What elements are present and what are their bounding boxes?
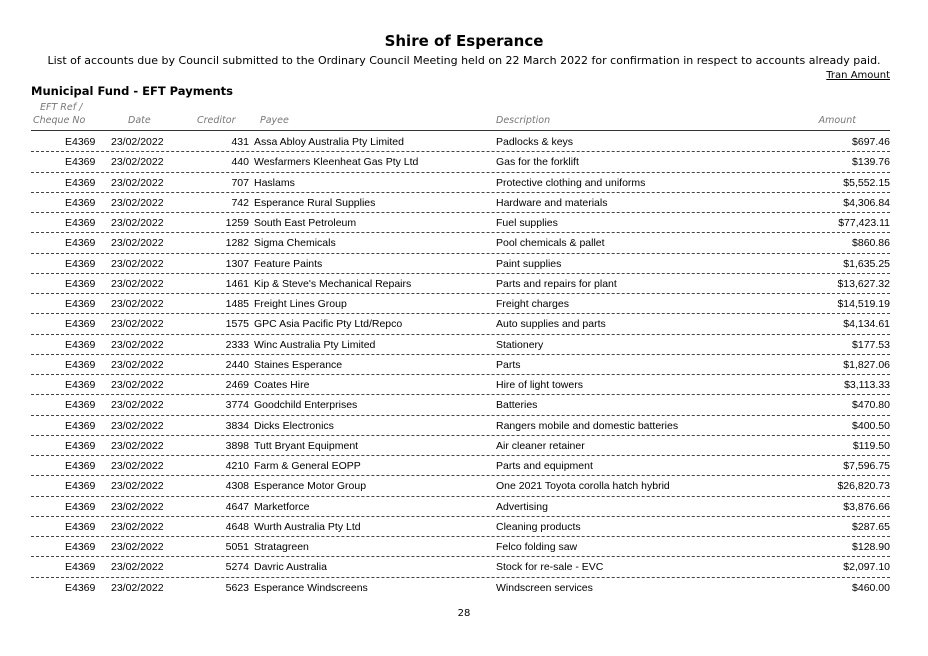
col-header-creditor: Creditor — [197, 115, 236, 126]
header-divider — [31, 130, 890, 131]
tran-amount-label: Tran Amount — [826, 70, 890, 81]
cell-eft-ref: E4369 — [65, 338, 96, 351]
cell-eft-ref: E4369 — [65, 460, 96, 472]
cell-amount: $119.50 — [852, 439, 890, 452]
cell-eft-ref: E4369 — [65, 136, 96, 148]
cell-amount: $697.46 — [852, 136, 890, 148]
cell-creditor: 440 — [231, 156, 249, 169]
cell-eft-ref: E4369 — [65, 399, 96, 412]
cell-eft-ref: E4369 — [65, 480, 96, 493]
page-title: Shire of Esperance — [384, 32, 544, 50]
cell-date: 23/02/2022 — [111, 541, 164, 553]
cell-date: 23/02/2022 — [111, 419, 164, 432]
cell-payee: Wesfarmers Kleenheat Gas Pty Ltd — [254, 156, 419, 169]
cell-creditor: 1259 — [225, 217, 249, 229]
cell-description: One 2021 Toyota corolla hatch hybrid — [496, 480, 670, 493]
table-row — [31, 436, 890, 456]
cell-description: Gas for the forklift — [496, 156, 579, 169]
cell-amount: $460.00 — [852, 581, 890, 594]
table-row — [31, 335, 890, 355]
cell-date: 23/02/2022 — [111, 196, 164, 209]
cell-eft-ref: E4369 — [65, 257, 96, 270]
cell-date: 23/02/2022 — [111, 379, 164, 391]
cell-description: Pool chemicals & pallet — [496, 237, 605, 250]
col-header-payee: Payee — [260, 115, 289, 126]
table-row — [31, 173, 890, 193]
cell-amount: $3,876.66 — [843, 500, 890, 513]
cell-creditor: 4210 — [225, 460, 249, 472]
cell-creditor: 5051 — [225, 541, 249, 553]
report-subtitle: List of accounts due by Council submitted to the Ordinary Council Meeting held on 22 March 2022 for confirmation in respect to accounts already paid. — [47, 54, 881, 67]
cell-date: 23/02/2022 — [111, 338, 164, 351]
table-row — [31, 557, 890, 577]
cell-creditor: 3898 — [225, 439, 249, 452]
cell-description: Stationery — [496, 338, 544, 351]
cell-creditor: 3774 — [225, 399, 249, 412]
cell-payee: Dicks Electronics — [254, 419, 334, 432]
cell-payee: South East Petroleum — [254, 217, 357, 229]
table-row — [31, 537, 890, 557]
cell-amount: $128.90 — [852, 541, 890, 553]
col-header-amount: Amount — [818, 115, 856, 126]
cell-payee: GPC Asia Pacific Pty Ltd/Repco — [254, 318, 403, 331]
cell-amount: $4,306.84 — [843, 196, 890, 209]
cell-amount: $1,635.25 — [843, 257, 890, 270]
table-row — [31, 294, 890, 314]
table-row — [31, 355, 890, 375]
cell-eft-ref: E4369 — [65, 217, 96, 229]
table-row — [31, 375, 890, 395]
cell-date: 23/02/2022 — [111, 500, 164, 513]
table-row — [31, 395, 890, 415]
table-row — [31, 456, 890, 476]
cell-payee: Freight Lines Group — [254, 298, 347, 310]
table-row — [31, 254, 890, 274]
cell-date: 23/02/2022 — [111, 298, 164, 310]
cell-amount: $1,827.06 — [843, 358, 890, 371]
cell-eft-ref: E4369 — [65, 277, 96, 290]
cell-description: Stock for re-sale - EVC — [496, 561, 604, 574]
cell-payee: Esperance Rural Supplies — [254, 196, 376, 209]
cell-amount: $26,820.73 — [837, 480, 890, 493]
table-row — [31, 274, 890, 294]
cell-eft-ref: E4369 — [65, 237, 96, 250]
cell-creditor: 2440 — [225, 358, 249, 371]
cell-eft-ref: E4369 — [65, 581, 96, 594]
cell-payee: Sigma Chemicals — [254, 237, 336, 250]
cell-creditor: 4308 — [225, 480, 249, 493]
table-row — [31, 213, 890, 233]
cell-description: Felco folding saw — [496, 541, 578, 553]
cell-eft-ref: E4369 — [65, 379, 96, 391]
table-row — [31, 578, 890, 598]
table-row — [31, 476, 890, 496]
cell-payee: Coates Hire — [254, 379, 310, 391]
fund-heading: Municipal Fund - EFT Payments — [31, 84, 234, 98]
col-header-description: Description — [496, 115, 551, 126]
cell-payee: Feature Paints — [254, 257, 323, 270]
cell-creditor: 5623 — [225, 581, 249, 594]
cell-date: 23/02/2022 — [111, 277, 164, 290]
cell-payee: Marketforce — [254, 500, 310, 513]
table-row — [31, 152, 890, 172]
cell-description: Paint supplies — [496, 257, 562, 270]
cell-description: Cleaning products — [496, 520, 581, 533]
cell-payee: Davric Australia — [254, 561, 327, 574]
cell-creditor: 431 — [231, 136, 249, 148]
cell-amount: $14,519.19 — [837, 298, 890, 310]
cell-creditor: 5274 — [225, 561, 249, 574]
cell-amount: $2,097.10 — [843, 561, 890, 574]
cell-amount: $4,134.61 — [843, 318, 890, 331]
cell-creditor: 2333 — [225, 338, 249, 351]
cell-date: 23/02/2022 — [111, 318, 164, 331]
cell-amount: $13,627.32 — [837, 277, 890, 290]
cell-creditor: 1282 — [225, 237, 249, 250]
table-row — [31, 233, 890, 253]
cell-eft-ref: E4369 — [65, 520, 96, 533]
cell-description: Auto supplies and parts — [496, 318, 606, 331]
cell-description: Padlocks & keys — [496, 136, 574, 148]
cell-date: 23/02/2022 — [111, 439, 164, 452]
cell-date: 23/02/2022 — [111, 136, 164, 148]
payments-table — [31, 132, 890, 598]
cell-eft-ref: E4369 — [65, 439, 96, 452]
cell-creditor: 1485 — [225, 298, 249, 310]
cell-payee: Staines Esperance — [254, 358, 343, 371]
cell-eft-ref: E4369 — [65, 196, 96, 209]
cell-description: Freight charges — [496, 298, 569, 310]
cell-creditor: 1461 — [225, 277, 249, 290]
cell-payee: Kip & Steve's Mechanical Repairs — [254, 277, 412, 290]
cell-description: Parts — [496, 358, 521, 371]
table-row — [31, 314, 890, 334]
cell-amount: $77,423.11 — [838, 217, 890, 229]
cell-date: 23/02/2022 — [111, 176, 164, 189]
cell-amount: $287.65 — [852, 520, 890, 533]
cell-amount: $5,552.15 — [843, 176, 890, 189]
cell-eft-ref: E4369 — [65, 500, 96, 513]
cell-creditor: 2469 — [225, 379, 249, 391]
cell-description: Rangers mobile and domestic batteries — [496, 419, 679, 432]
table-row — [31, 132, 890, 152]
cell-payee: Esperance Motor Group — [254, 480, 367, 493]
cell-payee: Haslams — [254, 176, 295, 189]
cell-date: 23/02/2022 — [111, 581, 164, 594]
cell-creditor: 1575 — [225, 318, 249, 331]
table-row — [31, 416, 890, 436]
cell-eft-ref: E4369 — [65, 358, 96, 371]
cell-amount: $7,596.75 — [843, 460, 890, 472]
col-header-date: Date — [128, 115, 151, 126]
cell-eft-ref: E4369 — [65, 419, 96, 432]
cell-description: Hire of light towers — [496, 379, 583, 391]
cell-payee: Goodchild Enterprises — [254, 399, 358, 412]
cell-eft-ref: E4369 — [65, 176, 96, 189]
page-number: 28 — [457, 608, 471, 619]
cell-creditor: 4648 — [225, 520, 249, 533]
cell-payee: Stratagreen — [254, 541, 309, 553]
cell-description: Fuel supplies — [496, 217, 558, 229]
cell-date: 23/02/2022 — [111, 217, 164, 229]
cell-date: 23/02/2022 — [111, 156, 164, 169]
cell-eft-ref: E4369 — [65, 541, 96, 553]
cell-eft-ref: E4369 — [65, 318, 96, 331]
table-row — [31, 517, 890, 537]
cell-description: Protective clothing and uniforms — [496, 176, 646, 189]
cell-description: Hardware and materials — [496, 196, 608, 209]
cell-eft-ref: E4369 — [65, 561, 96, 574]
cell-amount: $470.80 — [852, 399, 890, 412]
cell-payee: Wurth Australia Pty Ltd — [254, 520, 361, 533]
cell-description: Batteries — [496, 399, 538, 412]
cell-eft-ref: E4369 — [65, 298, 96, 310]
cell-description: Advertising — [496, 500, 548, 513]
col-header-ref-line2: Cheque No — [33, 115, 86, 126]
table-row — [31, 193, 890, 213]
cell-amount: $3,113.33 — [844, 379, 890, 391]
cell-date: 23/02/2022 — [111, 561, 164, 574]
cell-date: 23/02/2022 — [111, 520, 164, 533]
cell-date: 23/02/2022 — [111, 257, 164, 270]
cell-date: 23/02/2022 — [111, 358, 164, 371]
cell-payee: Assa Abloy Australia Pty Limited — [254, 136, 404, 148]
cell-creditor: 4647 — [225, 500, 249, 513]
cell-creditor: 1307 — [225, 257, 249, 270]
cell-amount: $860.86 — [852, 237, 890, 250]
cell-payee: Esperance Windscreens — [254, 581, 368, 594]
cell-description: Parts and repairs for plant — [496, 277, 617, 290]
cell-payee: Tutt Bryant Equipment — [254, 439, 359, 452]
cell-creditor: 742 — [231, 196, 249, 209]
cell-date: 23/02/2022 — [111, 460, 164, 472]
cell-creditor: 707 — [231, 176, 249, 189]
cell-amount: $177.53 — [852, 338, 890, 351]
cell-date: 23/02/2022 — [111, 399, 164, 412]
table-row — [31, 497, 890, 517]
cell-date: 23/02/2022 — [111, 237, 164, 250]
cell-amount: $400.50 — [852, 419, 890, 432]
cell-eft-ref: E4369 — [65, 156, 96, 169]
cell-description: Windscreen services — [496, 581, 593, 594]
cell-description: Parts and equipment — [496, 460, 593, 472]
cell-amount: $139.76 — [852, 156, 890, 169]
col-header-ref-line1: EFT Ref / — [40, 102, 83, 113]
cell-date: 23/02/2022 — [111, 480, 164, 493]
cell-description: Air cleaner retainer — [496, 439, 585, 452]
cell-creditor: 3834 — [225, 419, 249, 432]
cell-payee: Farm & General EOPP — [254, 460, 361, 472]
cell-payee: Winc Australia Pty Limited — [254, 338, 376, 351]
